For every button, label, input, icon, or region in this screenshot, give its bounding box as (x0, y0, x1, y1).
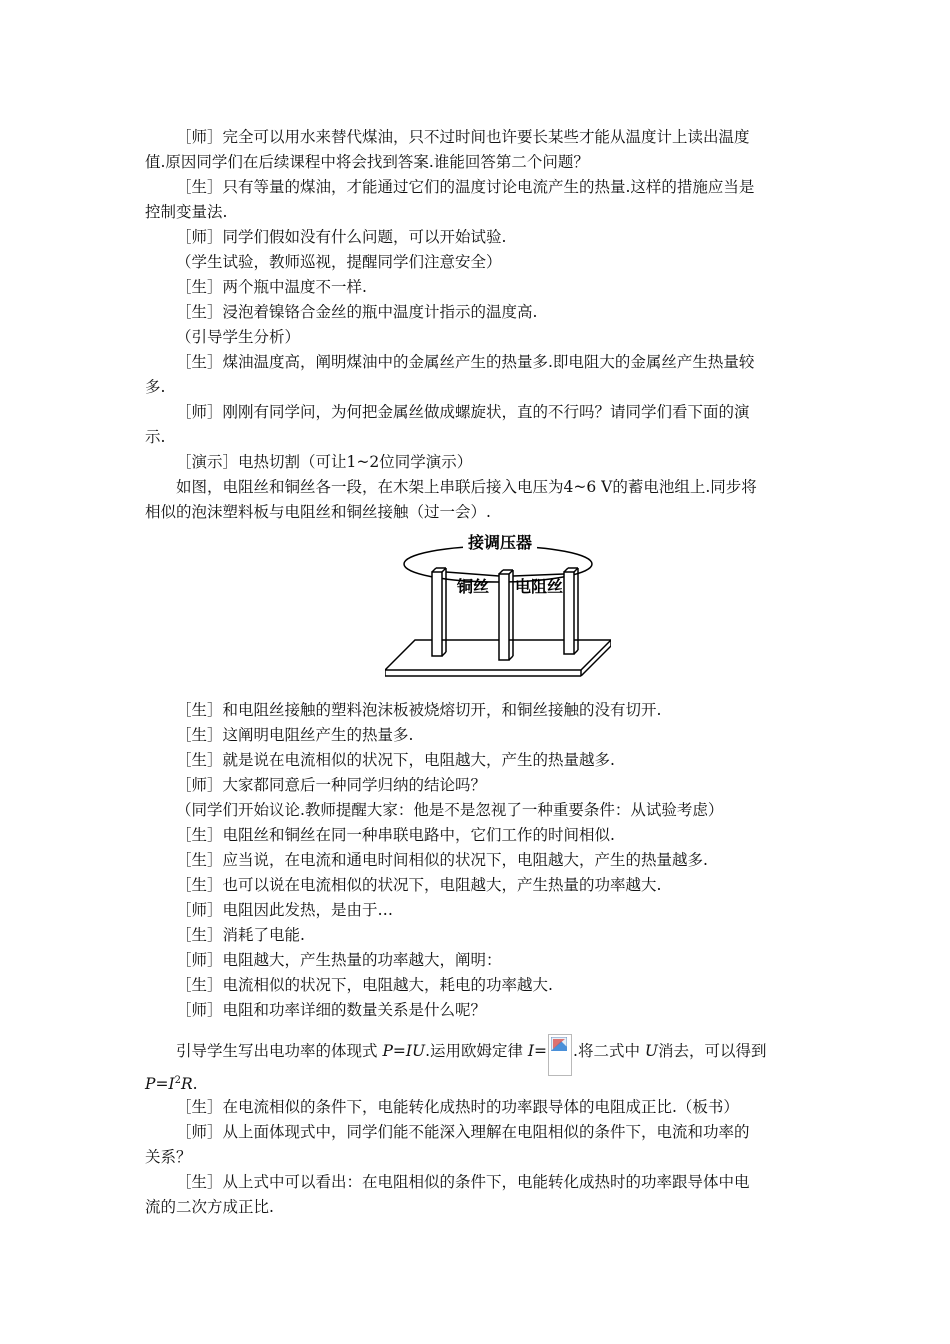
resistance-wire-label: 电阻丝 (514, 577, 564, 596)
paragraph-line: （同学们开始议论.教师提醒大家：他是不是忽视了一种重要条件：从试验考虑） (176, 801, 724, 819)
paragraph-line: 多. (145, 378, 166, 396)
paragraph-line: ［师］电阻因此发热，是由于… (176, 901, 394, 919)
formula-text: .运用欧姆定律 (425, 1042, 528, 1060)
apparatus-diagram (385, 528, 611, 686)
equals-sign: = (534, 1042, 548, 1060)
apparatus-figure (385, 528, 611, 686)
paragraph-line: ［生］应当说，在电流和通电时间相似的状况下，电阻越大，产生的热量越多. (176, 851, 708, 869)
paragraph-line: 如图，电阻丝和铜丝各一段，在木架上串联后接入电压为4~6 V的蓄电池组上.同步将 (176, 478, 757, 496)
paragraph-line: ［师］完全可以用水来替代煤油，只不过时间也许要长某些才能从温度计上读出温度 (176, 128, 750, 146)
paragraph-line: ［生］也可以说在电流相似的状况下，电阻越大，产生热量的功率越大. (176, 876, 662, 894)
equals-sign: = (155, 1075, 169, 1094)
power-symbol: P (382, 1042, 393, 1060)
current-voltage-symbol: IU (405, 1042, 426, 1060)
paragraph-line: ［师］大家都同意后一种同学归纳的结论吗？ (176, 776, 487, 794)
paragraph-line: ［生］从上式中可以看出：在电阻相似的条件下，电能转化成热时的功率跟导体中电 (176, 1173, 750, 1191)
paragraph-line: （学生试验，教师巡视，提醒同学们注意安全） (176, 253, 502, 271)
paragraph-line: 流的二次方成正比. (145, 1198, 274, 1216)
period: . (192, 1075, 198, 1094)
paragraph-line: ［师］电阻越大，产生热量的功率越大，阐明： (176, 951, 502, 969)
paragraph-line: 值.原因同学们在后续课程中将会找到答案.谁能回答第二个问题？ (145, 153, 589, 171)
paragraph-line: ［师］从上面体现式中，同学们能不能深入理解在电阻相似的条件下，电流和功率的 (176, 1123, 750, 1141)
paragraph-line: ［生］电阻丝和铜丝在同一种串联电路中，它们工作的时间相似. (176, 826, 615, 844)
paragraph-line: ［生］两个瓶中温度不一样. (176, 278, 367, 296)
paragraph-line: 控制变量法. (145, 203, 228, 221)
resistance-symbol: R (180, 1075, 193, 1094)
formula-text: 引导学生写出电功率的体现式 (176, 1042, 383, 1060)
broken-image-icon (548, 1034, 572, 1076)
paragraph-line: 相似的泡沫塑料板与电阻丝和铜丝接触（过一会）. (145, 503, 491, 521)
paragraph-line: ［生］煤油温度高，阐明煤油中的金属丝产生的热量多.即电阻大的金属丝产生热量较 (176, 353, 755, 371)
paragraph-line: ［生］消耗了电能. (176, 926, 305, 944)
paragraph-line: ［生］就是说在电流相似的状况下，电阻越大，产生的热量越多. (176, 751, 615, 769)
paragraph-line: 关系？ (145, 1148, 192, 1166)
paragraph-line: ［演示］电热切割（可让1~2位同学演示） (176, 453, 473, 471)
paragraph-line: 示. (145, 428, 166, 446)
copper-wire-label: 铜丝 (456, 577, 490, 596)
exponent: 2 (174, 1075, 181, 1086)
paragraph-line: ［师］同学们假如没有什么问题，可以开始试验. (176, 228, 507, 246)
power-symbol: P (145, 1075, 156, 1094)
paragraph-line: ［生］浸泡着镍铬合金丝的瓶中温度计指示的温度高. (176, 303, 538, 321)
paragraph-line: ［生］电流相似的状况下，电阻越大，耗电的功率越大. (176, 976, 553, 994)
formula-text: 消去，可以得到 (657, 1042, 767, 1060)
paragraph-line: ［生］在电流相似的条件下，电能转化成热时的功率跟导体的电阻成正比.（板书） (176, 1098, 739, 1116)
paragraph-line: （引导学生分析） (176, 328, 301, 346)
paragraph-line: ［师］电阻和功率详细的数量关系是什么呢？ (176, 1001, 487, 1019)
formula-text: .将二式中 (573, 1042, 645, 1060)
voltage-regulator-label: 接调压器 (467, 533, 533, 552)
paragraph-line: ［师］刚刚有同学问，为何把金属丝做成螺旋状，直的不行吗？请同学们看下面的演 (176, 403, 750, 421)
equals-sign: = (392, 1042, 406, 1060)
current-symbol: I (168, 1075, 175, 1094)
formula-result (145, 1071, 198, 1094)
voltage-symbol: U (644, 1042, 658, 1060)
formula-line (176, 1034, 767, 1076)
current-symbol: I (527, 1042, 535, 1060)
paragraph-line: ［生］和电阻丝接触的塑料泡沫板被烧熔切开，和铜丝接触的没有切开. (176, 701, 662, 719)
paragraph-line: ［生］只有等量的煤油，才能通过它们的温度讨论电流产生的热量.这样的措施应当是 (176, 178, 755, 196)
paragraph-line: ［生］这阐明电阻丝产生的热量多. (176, 726, 414, 744)
